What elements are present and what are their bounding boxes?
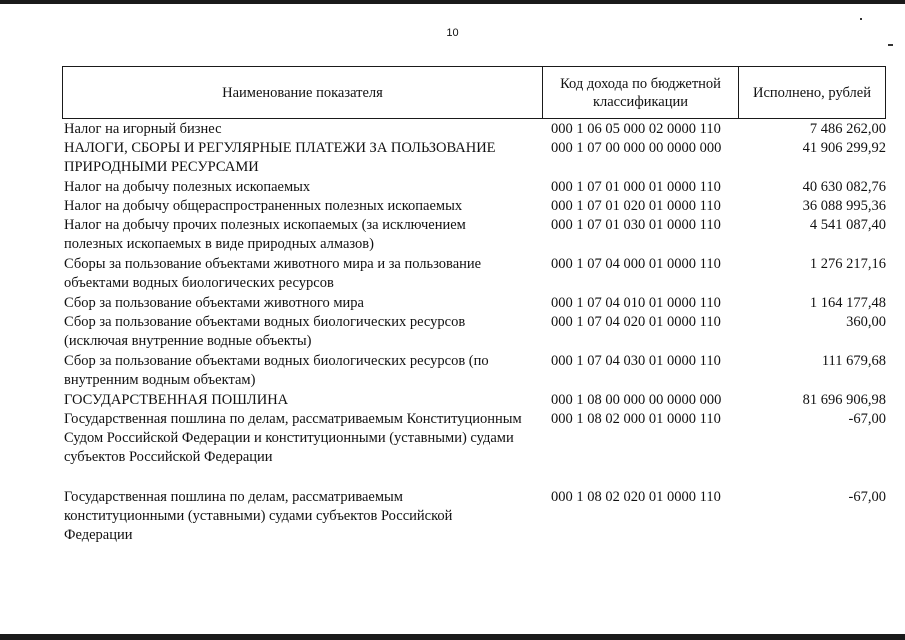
row-code: 000 1 08 00 000 00 0000 000 xyxy=(551,392,722,408)
row-code: 000 1 07 01 020 01 0000 110 xyxy=(551,198,721,214)
row-amount: 40 630 082,76 xyxy=(802,179,886,195)
row-code: 000 1 07 00 000 00 0000 000 xyxy=(551,140,722,156)
page-number: 10 xyxy=(446,27,459,39)
row-amount: 36 088 995,36 xyxy=(802,198,886,214)
row-name: Сбор за пользование объектами животного мира xyxy=(64,295,364,311)
row-amount: 1 276 217,16 xyxy=(809,256,886,272)
scan-speck xyxy=(860,18,862,20)
scan-speck xyxy=(888,44,893,46)
header-name-column: Наименование показателя xyxy=(63,67,543,118)
row-code: 000 1 07 04 030 01 0000 110 xyxy=(551,353,721,369)
header-amount-column: Исполнено, рублей xyxy=(753,84,871,101)
row-name: Государственная пошлина по делам, рассматриваемым Конституционным Судом Российской Федерации и конституционными (уставными) судами субъектов Российской Федерации xyxy=(64,411,522,465)
row-amount: 4 541 087,40 xyxy=(809,217,886,233)
row-name: Государственная пошлина по делам, рассматриваемым конституционными (уставными) судами субъектов Российской Федерации xyxy=(64,489,453,543)
row-amount: -67,00 xyxy=(848,489,886,505)
bottom-border xyxy=(0,634,905,640)
row-name: Налог на игорный бизнес xyxy=(64,121,222,137)
table-header xyxy=(62,66,886,119)
row-code: 000 1 07 04 000 01 0000 110 xyxy=(551,256,721,272)
row-code: 000 1 07 01 030 01 0000 110 xyxy=(551,217,721,233)
top-border xyxy=(0,0,905,4)
row-amount: 360,00 xyxy=(846,314,886,330)
row-name: Налог на добычу прочих полезных ископаемых (за исключением полезных ископаемых в виде природных алмазов) xyxy=(64,217,466,252)
row-amount: 41 906 299,92 xyxy=(802,140,886,156)
row-name: Налог на добычу общераспространенных полезных ископаемых xyxy=(64,198,463,214)
row-name: Налог на добычу полезных ископаемых xyxy=(64,179,311,195)
header-code-column: Код дохода по бюджетной классификации xyxy=(543,67,739,118)
row-amount: 111 679,68 xyxy=(821,353,886,369)
row-code: 000 1 06 05 000 02 0000 110 xyxy=(551,121,721,137)
row-code: 000 1 07 01 000 01 0000 110 xyxy=(551,179,721,195)
row-code: 000 1 07 04 010 01 0000 110 xyxy=(551,295,721,311)
row-name: НАЛОГИ, СБОРЫ И РЕГУЛЯРНЫЕ ПЛАТЕЖИ ЗА ПОЛЬЗОВАНИЕ ПРИРОДНЫМИ РЕСУРСАМИ xyxy=(64,140,496,175)
row-name: Сбор за пользование объектами водных биологических ресурсов (по внутренним водным объектам) xyxy=(64,353,489,388)
row-code: 000 1 08 02 020 01 0000 110 xyxy=(551,489,721,505)
row-name: Сбор за пользование объектами водных биологических ресурсов (исключая внутренние водные объекты) xyxy=(64,314,466,349)
row-code: 000 1 08 02 000 01 0000 110 xyxy=(551,411,721,427)
row-amount: 1 164 177,48 xyxy=(809,295,886,311)
row-code: 000 1 07 04 020 01 0000 110 xyxy=(551,314,721,330)
row-amount: -67,00 xyxy=(848,411,886,427)
row-amount: 81 696 906,98 xyxy=(802,392,886,408)
row-name: ГОСУДАРСТВЕННАЯ ПОШЛИНА xyxy=(64,392,289,408)
row-amount: 7 486 262,00 xyxy=(809,121,886,137)
row-name: Сборы за пользование объектами животного мира и за пользование объектами водных биологических ресурсов xyxy=(64,256,482,291)
